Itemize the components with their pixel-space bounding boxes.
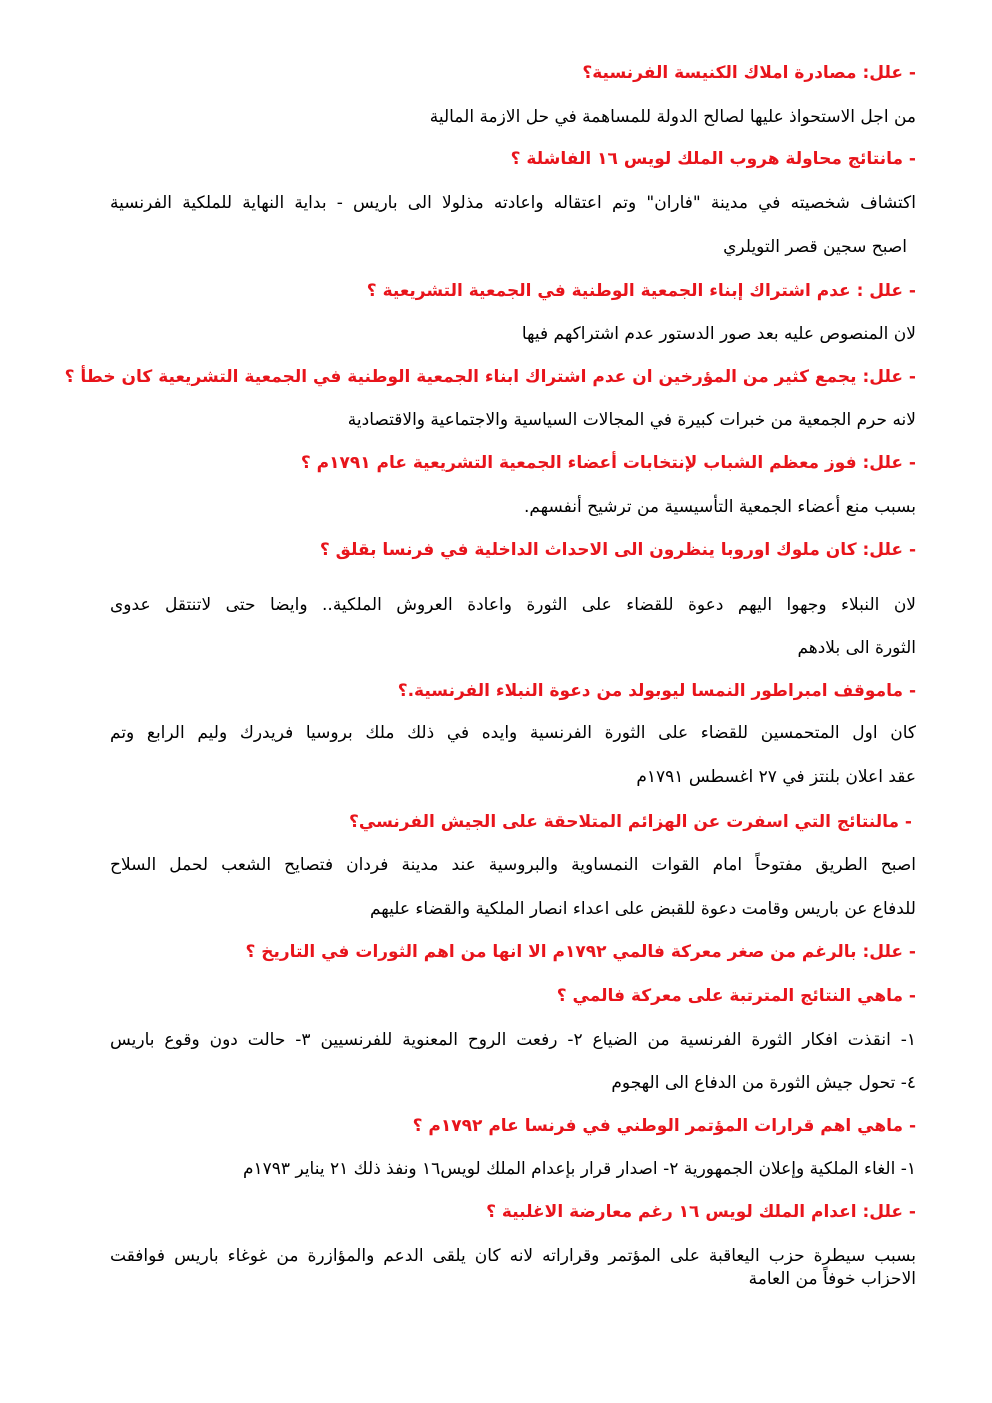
answer-youth-election-1791: بسبب منع أعضاء الجمعية التأسيسية من ترشيح أنفسهم. — [523, 497, 916, 517]
question-youth-election-1791: - علل: فوز معظم الشباب لإنتخابات أعضاء الجمعية التشريعية عام ١٧٩١م ؟ — [300, 453, 916, 473]
question-national-members-legislative: - علل : عدم اشتراك إبناء الجمعية الوطنية في الجمعية التشريعية ؟ — [366, 281, 916, 301]
question-confiscation-church-property: - علل: مصادرة املاك الكنيسة الفرنسية؟ — [582, 63, 916, 83]
answer-louis-execution-line-2: الاحزاب خوفاً من العامة — [748, 1269, 916, 1289]
question-louis-escape-results: - مانتائج محاولة هروب الملك لويس ١٦ الفاشلة ؟ — [510, 149, 916, 169]
answer-leopold-position-line-1: كان اول المتحمسين للقضاء على الثورة الفرنسية وايده في ذلك ملك بروسيا فريدرك وليم الرابع وتم — [110, 723, 916, 743]
answer-french-army-defeats-line-2: للدفاع عن باريس وقامت دعوة للقبض على اعداء انصار الملكية والقضاء عليهم — [369, 899, 916, 919]
question-leopold-position: - ماموقف امبراطور النمسا ليوبولد من دعوة النبلاء الفرنسية.؟ — [397, 681, 916, 701]
question-valmy-results: - ماهي النتائج المترتبة على معركة فالمي ؟ — [556, 986, 916, 1006]
question-historians-mistake: - علل: يجمع كثير من المؤرخين ان عدم اشتراك ابناء الجمعية الوطنية في الجمعية التشريعية كان خطأ ؟ — [64, 367, 916, 387]
answer-europe-kings-worry-line-2: الثورة الى بلادهم — [797, 638, 916, 658]
question-europe-kings-worry: - علل: كان ملوك اوروبا ينظرون الى الاحداث الداخلية في فرنسا بقلق ؟ — [319, 540, 916, 560]
answer-europe-kings-worry-line-1: لان النبلاء وجهوا اليهم دعوة للقضاء على الثورة واعادة العروش الملكية.. وايضا حتى لاتنتقل عدوى — [110, 595, 916, 615]
answer-leopold-position-line-2: عقد اعلان بلنتز في ٢٧ اغسطس ١٧٩١م — [636, 767, 916, 787]
answer-confiscation-church-property: من اجل الاستحواذ عليها لصالح الدولة للمساهمة في حل الازمة المالية — [429, 107, 916, 127]
answer-louis-escape-results-line-2: اصبح سجين قصر التويلري — [723, 237, 907, 257]
answer-national-convention-decisions: ١- الغاء الملكية وإعلان الجمهورية ٢- اصدار قرار بإعدام الملك لويس١٦ ونفذ ذلك ٢١ يناير ١٧٩٣م — [242, 1159, 916, 1179]
answer-french-army-defeats-line-1: اصبح الطريق مفتوحاً امام القوات النمساوية والبروسية عند مدينة فردان فتصايح الشعب لحمل السلاح — [110, 855, 916, 875]
question-louis-execution: - علل: اعدام الملك لويس ١٦ رغم معارضة الاغلبية ؟ — [486, 1202, 916, 1222]
question-national-convention-decisions: - ماهي اهم قرارات المؤتمر الوطني في فرنسا عام ١٧٩٢م ؟ — [412, 1116, 916, 1136]
answer-louis-execution-line-1: بسبب سيطرة حزب اليعاقبة على المؤتمر وقراراته لانه كان يلقى الدعم والمؤازرة من غوغاء باريس فوافقت — [110, 1246, 916, 1266]
answer-valmy-results-line-2: ٤- تحول جيش الثورة من الدفاع الى الهجوم — [611, 1073, 916, 1093]
answer-louis-escape-results-line-1: اكتشاف شخصيته في مدينة "فاران" وتم اعتقاله واعادته مذلولا الى باريس - بداية النهاية للملكية الفرنسية — [110, 193, 916, 213]
answer-historians-mistake: لانه حرم الجمعية من خبرات كبيرة في المجالات السياسية والاجتماعية والاقتصادية — [347, 410, 916, 430]
question-valmy-importance: - علل: بالرغم من صغر معركة فالمي ١٧٩٢م الا انها من اهم الثورات في التاريخ ؟ — [245, 942, 916, 962]
answer-national-members-legislative: لان المنصوص عليه بعد صور الدستور عدم اشتراكهم فيها — [521, 324, 916, 344]
question-french-army-defeats: - مالنتائج التي اسفرت عن الهزائم المتلاحقة على الجيش الفرنسي؟ — [349, 812, 912, 832]
answer-valmy-results-line-1: ١- انقذت افكار الثورة الفرنسية من الضياع ٢- رفعت الروح المعنوية للفرنسيين ٣- حالت دون وقوع باريس — [110, 1030, 916, 1050]
